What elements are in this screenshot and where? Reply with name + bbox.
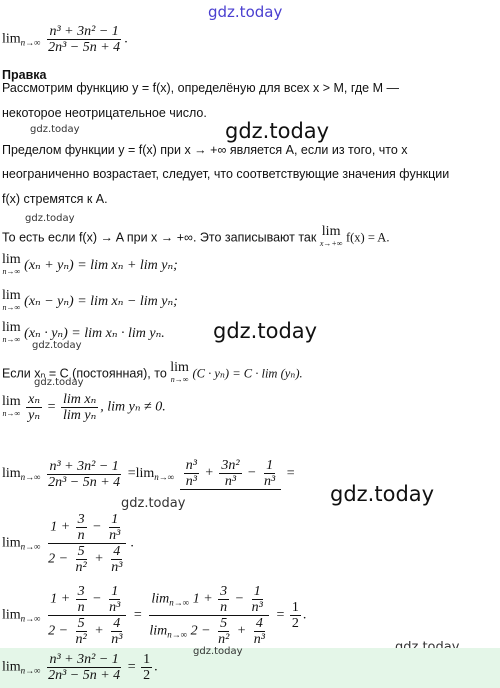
watermark: gdz.today bbox=[25, 213, 75, 224]
watermark-top: gdz.today bbox=[208, 3, 283, 21]
paragraph-definition: Пределом функции y = f(x) при x → +∞ является A, если из того, что x bbox=[2, 143, 408, 157]
watermark: gdz.today bbox=[330, 482, 435, 506]
rule-product: lim n→∞ (xₙ · yₙ) = lim xₙ · lim yₙ. bbox=[2, 320, 165, 344]
watermark: gdz.today bbox=[34, 377, 84, 388]
paragraph-definition-end: f(x) стремятся к A. bbox=[2, 192, 108, 206]
watermark: gdz.today bbox=[121, 496, 186, 511]
watermark: gdz.today bbox=[213, 319, 318, 343]
rule-quotient: lim n→∞ $\frac{\text{xₙ}}{\text{yₙ}}$ = $\frac{\text{lim xₙ}}{\text{lim yₙ}}$ , lim yₙ ≠ 0. bbox=[2, 392, 166, 423]
watermark: gdz.today bbox=[193, 646, 243, 657]
solution-step-1: $\lim_{n\to\infty}$ $\frac{\text{n³ + 3n² − 1}}{\text{2n³ − 5n + 4}}$ $=\lim_{n\to\infty}$ $\frac{\text{n³}}{\text{n³}}$ + $\frac{\text{3n²}}{\text{n³}}$ − $\frac{1}{\text{n³}}$ = bbox=[2, 458, 295, 490]
solution-step-2: $\lim_{n\to\infty}$ 1 + $\frac{3}{n}$ − $\frac{1}{\text{n³}}$ 2 − $\frac{5}{\text{n²}}$ + $\frac{4}{\text{n³}}$ . bbox=[2, 512, 134, 575]
rule-sum: lim n→∞ (xₙ + yₙ) = lim xₙ + lim yₙ; bbox=[2, 252, 178, 276]
paragraph-intro: Рассмотрим функцию y = f(x), определёную для всех x > M, где M — bbox=[2, 81, 399, 95]
solution-step-3: $\lim_{n\to\infty}$ 1 + $\frac{3}{n}$ − $\frac{1}{\text{n³}}$ 2 − $\frac{5}{\text{n²}}$ + $\frac{4}{\text{n³}}$ = $\lim_{n\to\infty} 1$ + $\frac{3}{n}$ − $\frac{1}{\text{n³}}$ $\lim_{n\to\infty} 2$ − $\frac{5}{\text{n²}}$ + $\frac{4}{\text{n³}}$ = $\frac{1}{2}$ . bbox=[2, 584, 307, 647]
paragraph-notation: То есть если f(x) → A при x → +∞. Это записывают так lim x→+∞ f(x) = A. bbox=[2, 224, 390, 248]
rule-constant: Если xₙ = C (постоянная), то lim n→∞ (C · yₙ) = C · lim (yₙ). bbox=[2, 360, 303, 384]
watermark: gdz.today bbox=[30, 124, 80, 135]
header-formula: $\lim_{n\to\infty}$ $\frac{\text{n³ + 3n² − 1}}{\text{2n³ − 5n + 4}}$ . bbox=[2, 24, 128, 55]
paragraph-intro-cont: некоторое неотрицательное число. bbox=[2, 106, 207, 120]
watermark: gdz.today bbox=[32, 340, 82, 351]
paragraph-definition-cont: неограниченно возрастает, следует, что соответствующие значения функции bbox=[2, 167, 450, 181]
cut-label: Правка bbox=[2, 68, 47, 82]
rule-difference: lim n→∞ (xₙ − yₙ) = lim xₙ − lim yₙ; bbox=[2, 288, 178, 312]
watermark: gdz.today bbox=[225, 119, 330, 143]
final-answer: $\lim_{n\to\infty}$ $\frac{\text{n³ + 3n² − 1}}{\text{2n³ − 5n + 4}}$ = $\frac{1}{2}$ . bbox=[2, 652, 158, 683]
